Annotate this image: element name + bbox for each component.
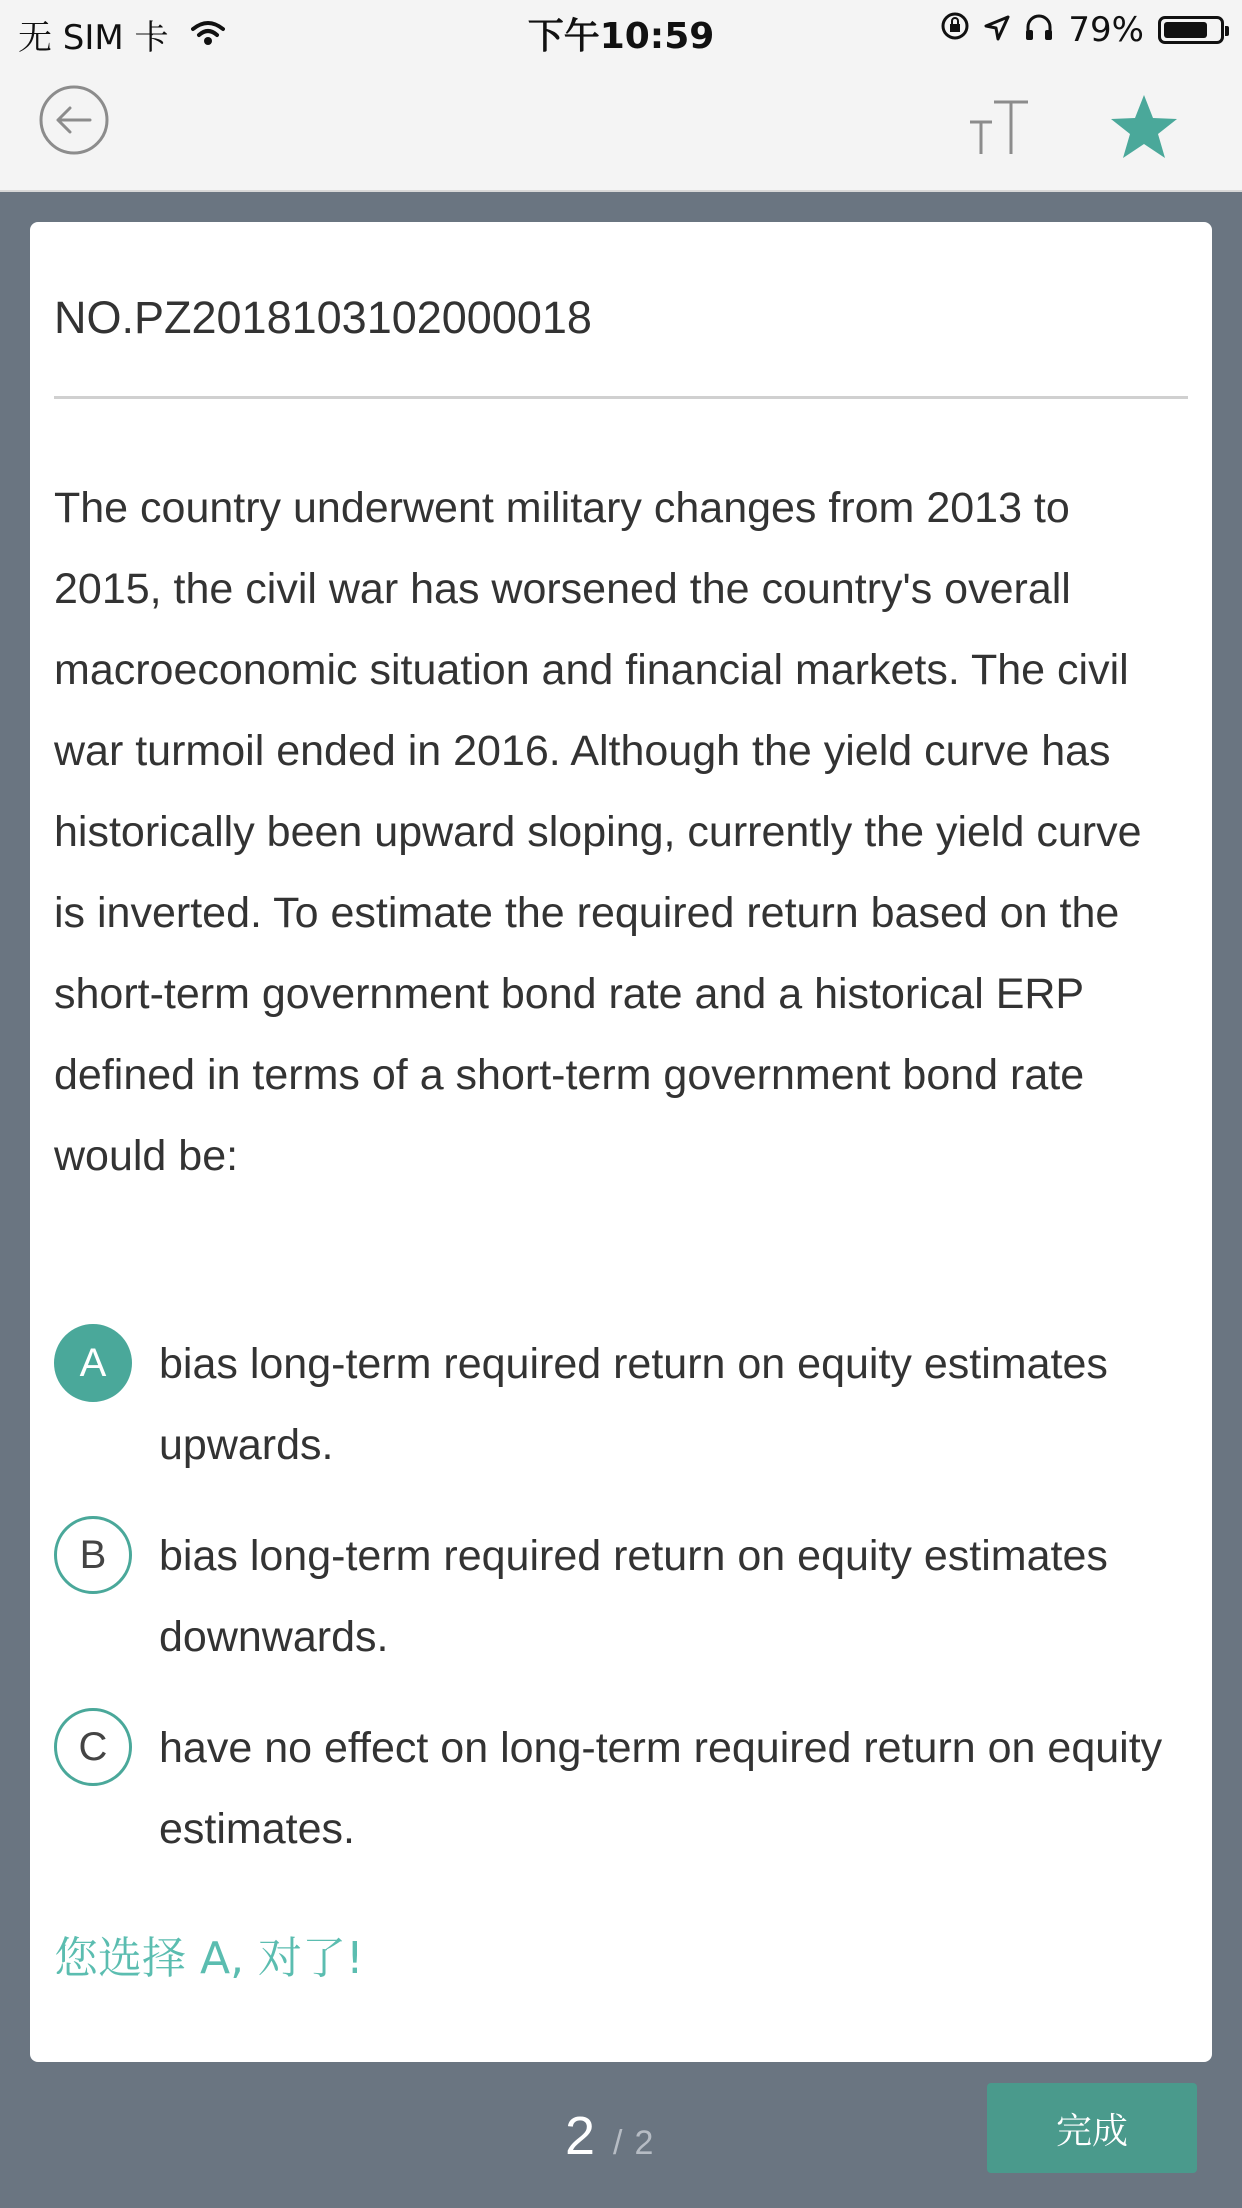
font-size-icon [966, 98, 1032, 158]
star-icon [1108, 92, 1180, 164]
option-text: bias long-term required return on equity estimates upwards. [159, 1340, 1108, 1469]
battery-icon [1158, 16, 1224, 44]
option-b[interactable] [54, 1516, 1182, 1678]
location-icon [984, 10, 1010, 50]
option-a[interactable] [54, 1324, 1182, 1486]
option-text: bias long-term required return on equity estimates downwards. [159, 1532, 1108, 1661]
done-button[interactable]: 完成 [987, 2083, 1197, 2173]
total-pages: 2 [634, 2124, 654, 2162]
headphones-icon [1024, 10, 1054, 50]
status-bar [0, 0, 1242, 62]
option-letter-badge: C [54, 1708, 132, 1786]
font-size-button[interactable] [966, 98, 1032, 158]
status-time: 下午10:59 [527, 16, 715, 57]
option-text: have no effect on long-term required return on equity estimates. [159, 1724, 1163, 1853]
question-number: NO.PZ2018103102000018 [54, 292, 592, 343]
favorite-button[interactable] [1108, 92, 1180, 164]
battery-fill [1164, 22, 1207, 38]
page-indicator [565, 2105, 653, 2167]
option-letter-badge: A [54, 1324, 132, 1402]
divider [54, 396, 1188, 399]
option-letter-badge: B [54, 1516, 132, 1594]
option-c[interactable] [54, 1708, 1182, 1870]
current-page: 2 [565, 2106, 596, 2166]
nav-bar [0, 62, 1242, 192]
battery-percent: 79% [1068, 10, 1144, 50]
back-button[interactable] [38, 84, 110, 156]
status-right [926, 10, 1224, 50]
page-separator: / [613, 2124, 623, 2162]
question-text: The country underwent military changes from 2013 to 2015, the civil war has worsened the country's overall macroeconomic situation and financial markets. The civil war turmoil ended in 2016. Although the yield curve has historically been upward sloping, currently the yield curve is inverted. To estimate the required return based on the short-term government bond rate and a historical ERP defined in terms of a short-term government bond rate would be: [54, 484, 1142, 1180]
orientation-lock-icon [940, 10, 970, 50]
answer-result: 您选择 A, 对了! [54, 1933, 364, 1984]
carrier-label: 无 SIM 卡 [18, 18, 169, 58]
answer-options [54, 1324, 1182, 1870]
back-arrow-icon [38, 84, 110, 156]
question-card [30, 222, 1212, 2062]
